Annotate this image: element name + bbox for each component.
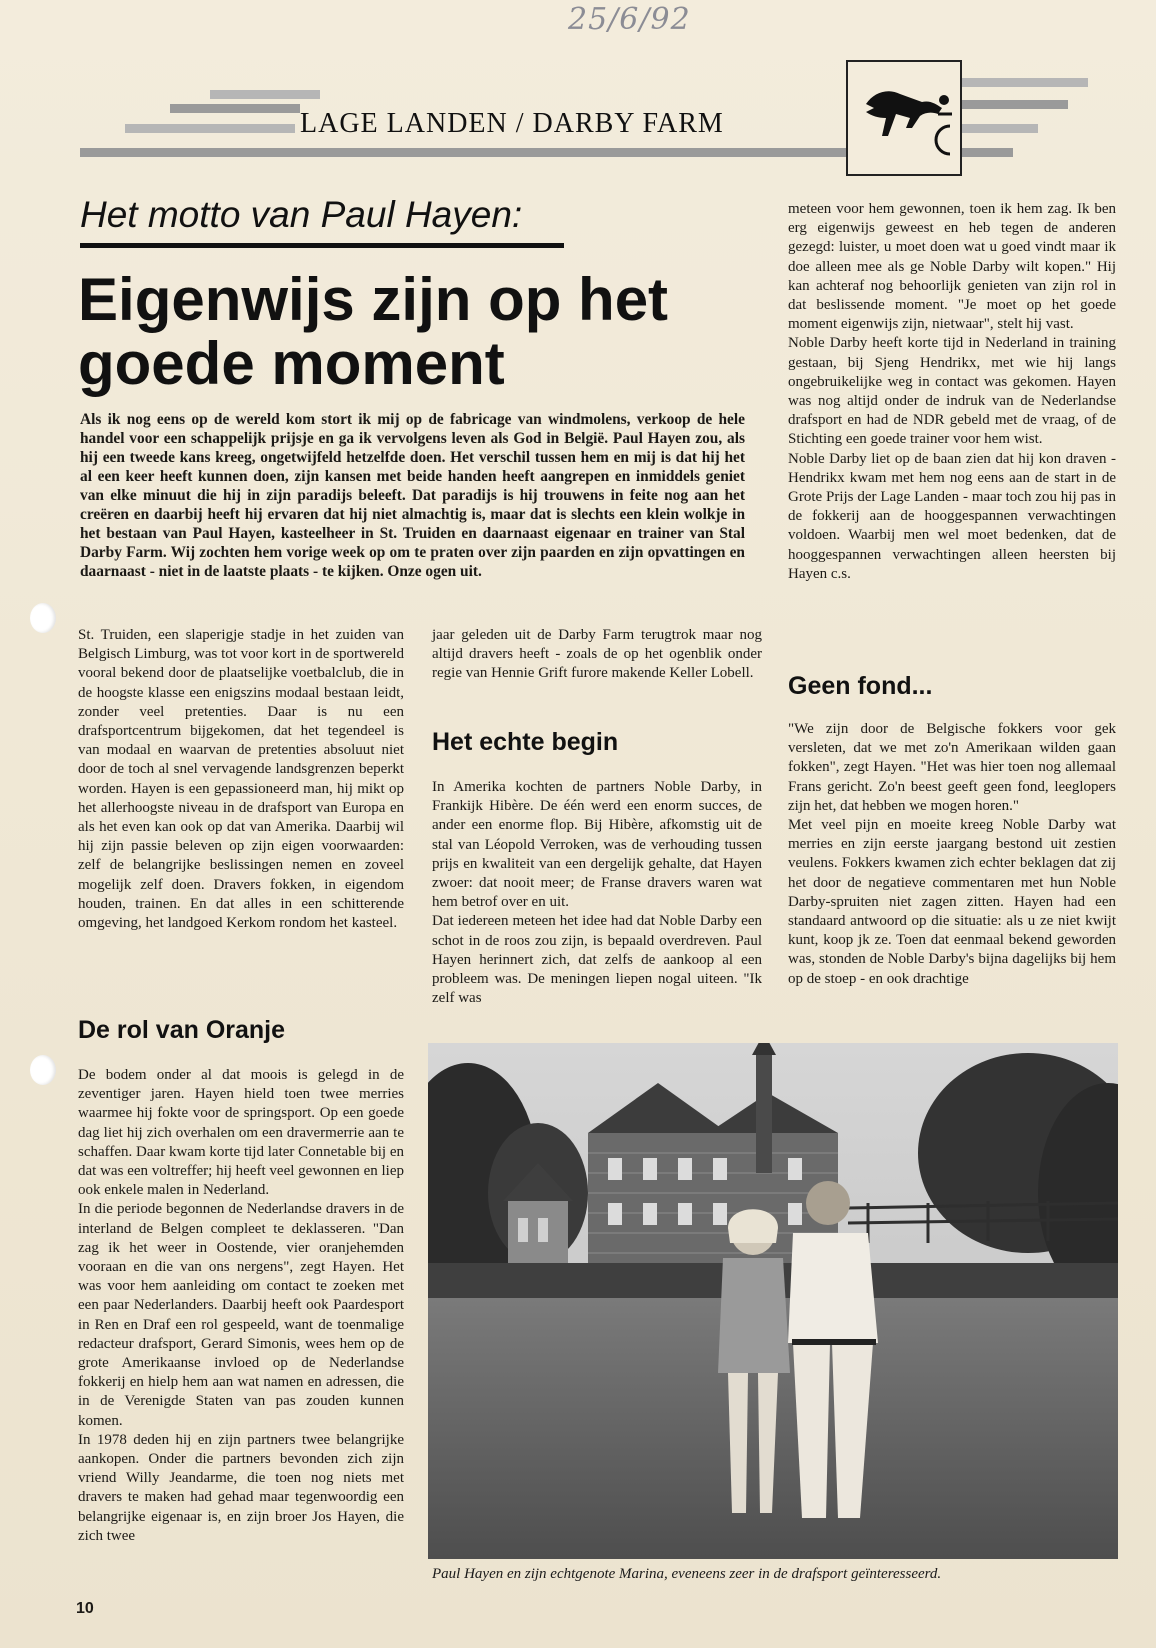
column-2 [432, 626, 762, 684]
paragraph: In Amerika kochten de partners Noble Darby, in Frankijk Hibère. De één werd een enorm succes, de ander een enorme flop. Bij Hibère, afkomstig uit de stal van Léopold Verroken, was de verhouding tussen prijs en kwaliteit van een dergelijk gehalte, dat Hayen zwoer: dat nooit meer; de Franse dravers waren wat hem betrof over en uit. [432, 779, 762, 911]
section-header: LAGE LANDEN / DARBY FARM [300, 108, 724, 139]
punch-hole [30, 603, 56, 633]
header-stripe [958, 100, 1068, 109]
header-stripe [958, 124, 1038, 133]
article-intro: Als ik nog eens op de wereld kom stort ik mij op de fabricage van windmolens, verkoop de hele handel voor een schappelijk prijsje en ga ik vervolgens leven als God in België. Paul Hayen zou, als hij een tweede kans kreeg, ongetwijfeld hetzelfde doen. Het verschil tussen hem en mij is dat hij het al een keer heeft kunnen doen, zijn kansen met beide handen heeft aangrepen en inmiddels geniet van elke minuut die hij in zijn paradijs beleeft. Dat paradijs is hij trouwens in feite nog aan het creëren en daarbij heeft hij ervaren dat hij niet almachtig is, maar dat is slechts een klein wolkje in het bestaan van Paul Hayen, kasteelheer in St. Truiden en daarnaast eigenaar en trainer van Stal Darby Farm. Wij zochten hem vorige week op om te praten over zijn paarden en zijn opvattingen en daarnaast - niet in de laatste plaats - te kijken. Onze ogen uit. [80, 411, 745, 580]
paragraph: Dat iedereen meteen het idee had dat Noble Darby een schot in de roos zou zijn, is bepaald overdreven. Paul Hayen herinnert zich, dat zelfs de aankoop al een probleem was. De meningen liepen nogal uiteen. "Ik zelf was [432, 913, 762, 1007]
paragraph: jaar geleden uit de Darby Farm terugtrok maar nog altijd dravers heeft - zoals de op het ogenblik onder regie van Hennie Grift furore makende Keller Lobell. [432, 627, 762, 682]
header-stripe [80, 148, 846, 157]
column-1 [78, 626, 404, 933]
title-rule [80, 243, 564, 248]
article-headline: Eigenwijs zijn op het goede moment [78, 266, 669, 397]
paragraph: In 1978 deden hij en zijn partners twee belangrijke aankopen. Onder die partners bevonden zich zijn vriend Willy Jeandarme, die toen nog niets met dravers te maken had gehad maar tegenwoordig een belangrijke eigenaar is, en zijn broer Jos Hayen, die zich twee [78, 1431, 404, 1544]
column-1-continued [78, 1066, 404, 1546]
castle-couple-photo [428, 1043, 1118, 1559]
paragraph: Met veel pijn en moeite kreeg Noble Darby wat merries en zijn eerste jaargang bestond uit zestien veulens. Fokkers kwamen zich echter beklagen dat zij het door de negatieve commentaren met hun Noble Darby-spruiten niet zagen zitten. Hayen had een standaard antwoord op die situatie: als u ze niet kwijt kunt, koop jk ze. Toen dat eenmaal bekend geworden was, stonden de Noble Darby's bijna dagelijks bij hem op de stoep - en ook drachtige [788, 817, 1116, 987]
paragraph: "We zijn door de Belgische fokkers voor gek versleten, dat we met zo'n Amerikaan wilden gaan fokken", zegt Hayen. "Het was hier toen nog allemaal Frans gericht. Zo'n beest geeft geen fond, leeglopers zijn het, dat hebben we mogen horen." [788, 721, 1116, 814]
page-number: 10 [76, 1600, 94, 1617]
paragraph: meteen voor hem gewonnen, toen ik hem zag. Ik ben erg eigenwijs geweest en heb tegen de anderen gezegd: luister, u moet doen wat u goed vindt maar ik doe alleen mee als ge Noble Darby wilt kopen." Hij kan achteraf nog behoorlijk genieten van zijn rol in dat beslissende moment. "Je moet op het goede moment eigenwijs zijn, nietwaar", stelt hij vast. [788, 201, 1116, 333]
sulky-horse-icon [848, 62, 960, 174]
photo-caption: Paul Hayen en zijn echtgenote Marina, eveneens zeer in de drafsport geïnteresseerd. [432, 1566, 942, 1582]
subheading-begin: Het echte begin [432, 728, 619, 756]
column-2-continued [432, 778, 762, 1008]
column-3 [788, 200, 1116, 584]
header-stripe [125, 124, 295, 133]
photo-illustration [428, 1043, 1118, 1559]
paragraph: In die periode begonnen de Nederlandse dravers in de interland de Belgen compleet te deklasseren. "Dan zag ik het weer in Oostende, vier oranjehemden vooraan en die van ons nergens", zegt Hayen. Het was voor hem aanleiding om contact te zoeken met een paar Nederlanders. Daarbij heeft ook Paardesport in Ren en Draf een rol gespeeld, want de toenmalige redacteur drafsport, Gerard Simonis, wees hem op de grote Amerikaanse invloed op de Nederlandse fokkerij en hielp hem aan wat namen en adressen, die in de Verenigde Staten van pas zouden kunnen komen. [78, 1201, 404, 1429]
logo [846, 60, 962, 176]
header-stripe [958, 78, 1088, 87]
paragraph: Noble Darby liet op de baan zien dat hij kon draven - Hendrikx kwam met hem nog eens aan de start in de Grote Prijs der Lage Landen - maar toch zou hij pas in de fokkerij aan de hooggespannen verwachtingen voldoen. Waarbij men wel moet bedenken, dat de hooggespannen verwachtingen alleen heersten bij Hayen c.s. [788, 450, 1116, 582]
paragraph: De bodem onder al dat moois is gelegd in de zeventiger jaren. Hayen hield toen twee merries waarmee hij fokte voor de springsport. Op een goede dag liet hij zich overhalen om een dravermerrie aan te schaffen. Daar kwam korte tijd later Connetable bij en dat was een voltreffer; hij heeft veel gewonnen en liep ook enkele malen in Nederland. [78, 1067, 404, 1199]
paragraph: St. Truiden, een slaperigje stadje in het zuiden van Belgisch Limburg, was tot voor kort in de sportwereld vooral bekend door de plaatselijke voetbalclub, die in de hoogste klasse een enigszins modaal bestaan leidt, zonder veel pretenties. Daar is nu een drafsportcentrum bijgekomen, dat het tegendeel is van modaal en waarvan de pretenties absoluut niet door de toch al snel vervagende landsgrenzen beperkt worden. Hayen is een gepassioneerd man, hij mikt op het allerhoogste niveau in de drafsport van Europa en als het even kan ook op dat van Amerika. Daarbij wil hij zijn passie beleven op zijn eigen voorwaarden: zelf de belangrijke beslissingen nemen en zoveel mogelijk zelf doen. Dravers fokken, in eigendom houden, trainen. En dat alles in een schitterende omgeving, het landgoed Kerkom rondom het kasteel. [78, 627, 404, 932]
article-motto: Het motto van Paul Hayen: [80, 194, 523, 235]
subheading-oranje: De rol van Oranje [78, 1016, 286, 1044]
subheading-fond: Geen fond... [788, 672, 933, 700]
punch-hole [30, 1055, 56, 1085]
column-3-continued [788, 720, 1116, 989]
header-stripe [170, 104, 300, 113]
header-stripe [210, 90, 320, 99]
paragraph: Noble Darby heeft korte tijd in Nederland in training gestaan, bij Sjeng Hendrikx, met wie hij langs ongebruikelijke weg in contact was gekomen. Hayen was nog altijd onder de indruk van de Nederlandse drafsport en had de NDR gebeld met de vraag, of de Stichting een goede trainer voor hem wist. [788, 335, 1116, 448]
handwritten-date: 25/6/92 [568, 2, 691, 37]
header-stripe [958, 148, 1013, 157]
